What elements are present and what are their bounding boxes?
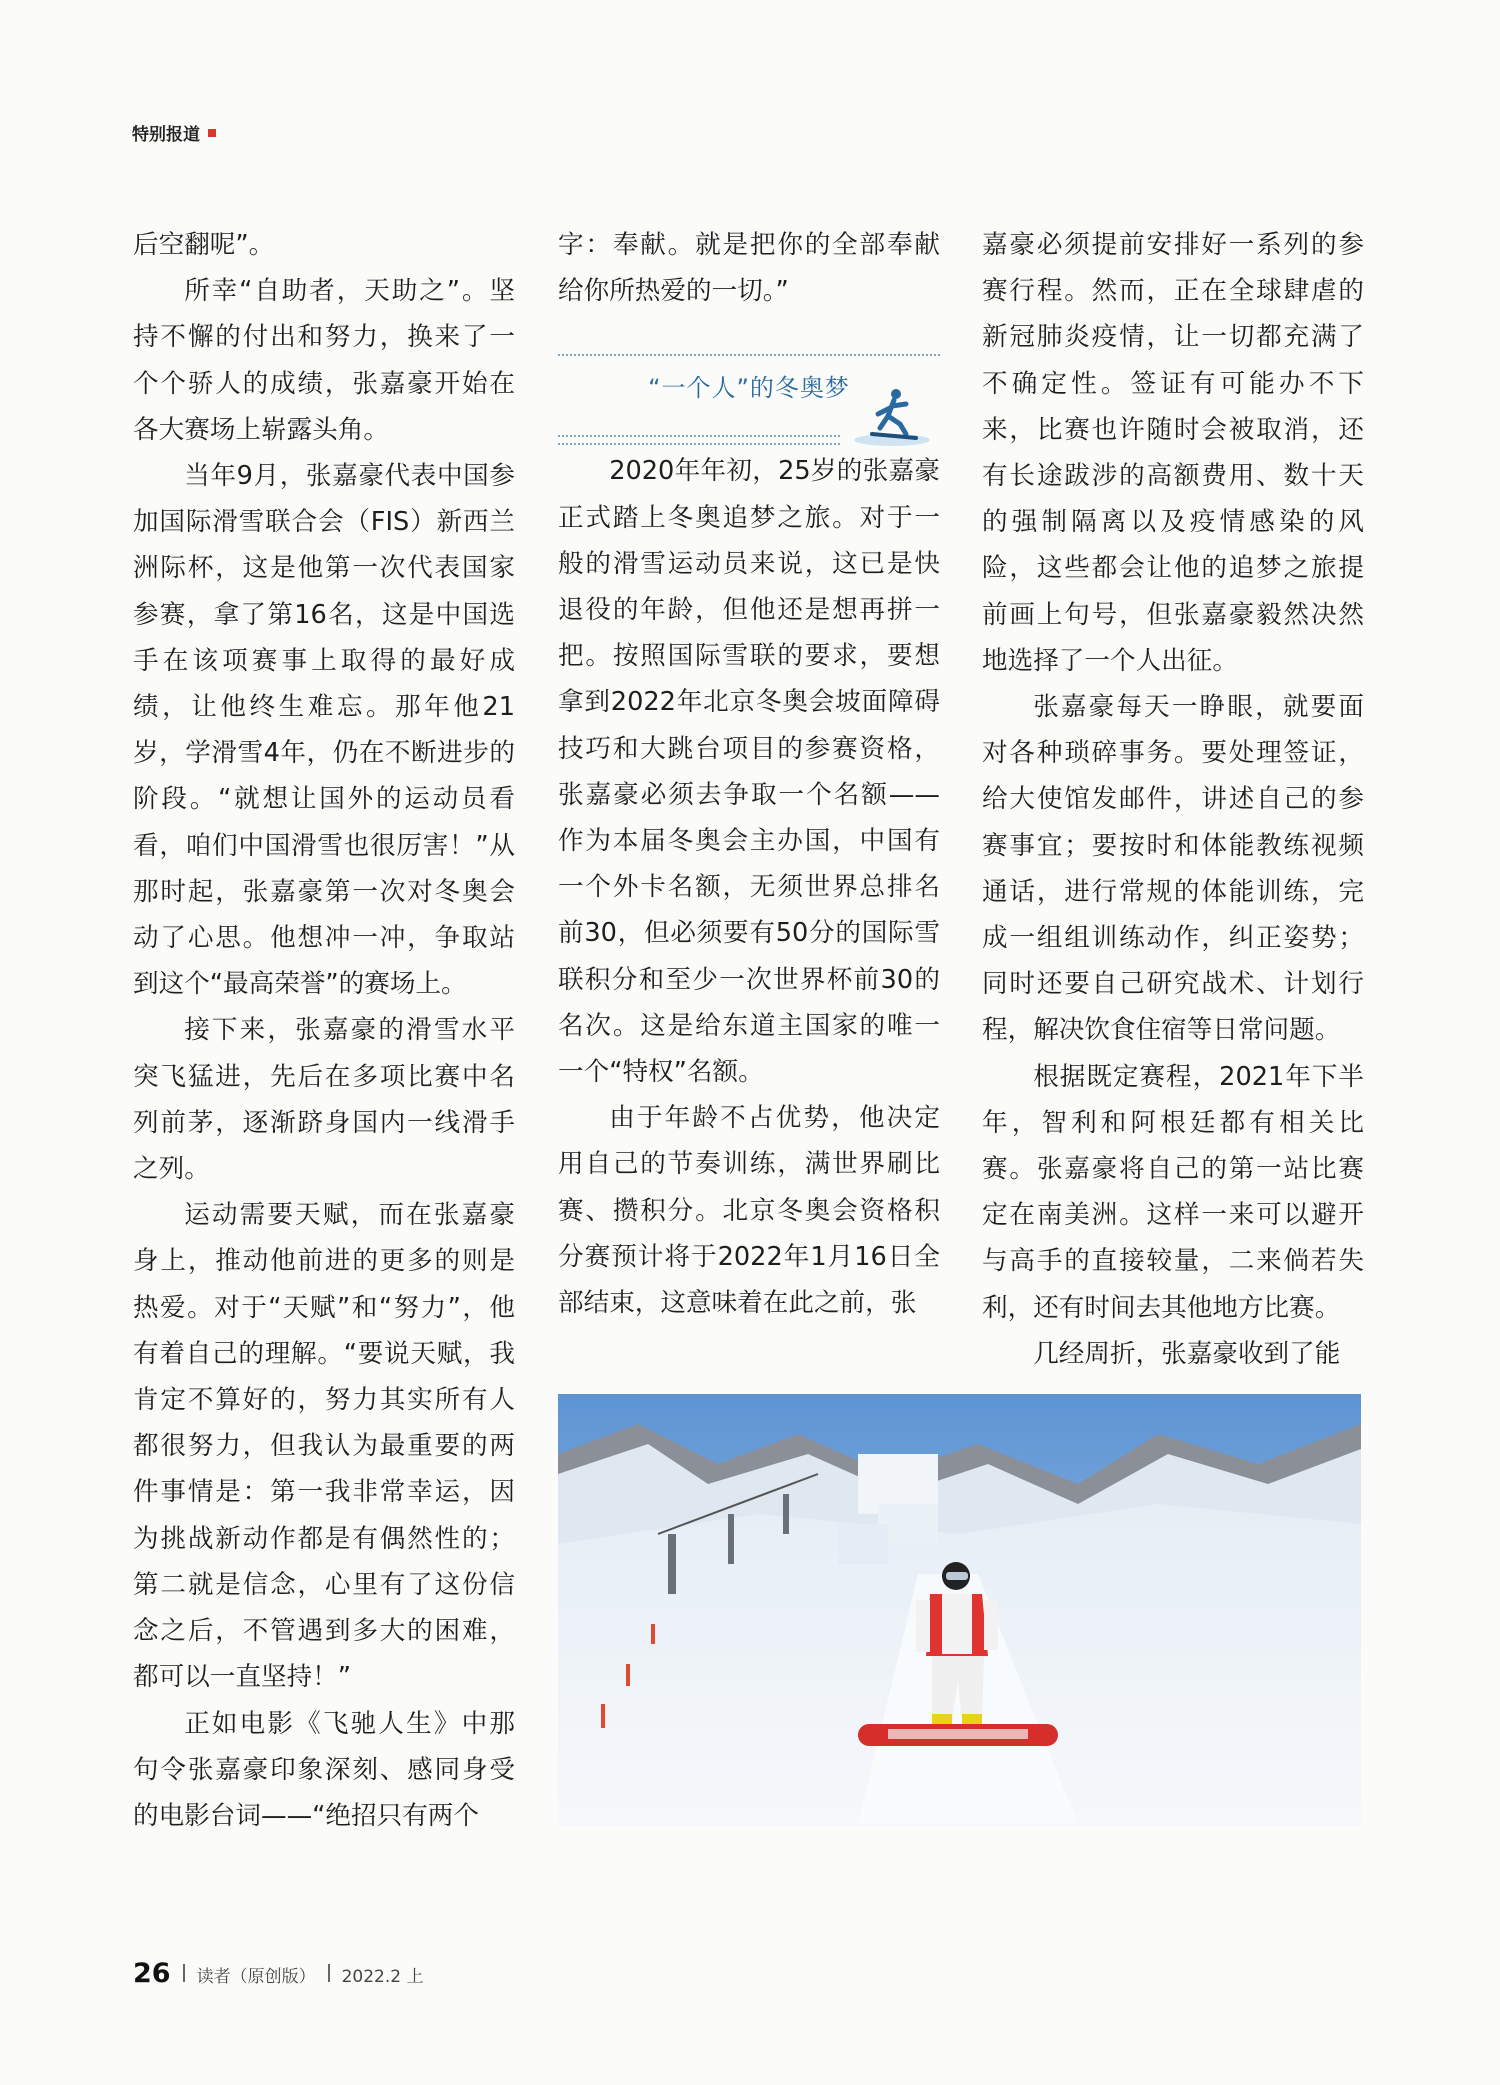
divider <box>558 443 840 445</box>
subheading-block <box>558 322 940 442</box>
snowboarder-photo <box>558 1394 1361 1826</box>
paragraph: 根据既定赛程，2021年下半年，智利和阿根廷都有相关比赛。张嘉豪将自己的第一站比赛定在南美洲。这样一来可以避开与高手的直接较量，二来倘若失利，还有时间去其他地方比赛。 <box>982 1061 1364 1323</box>
paragraph: 几经周折，张嘉豪收到了能 <box>1033 1338 1341 1369</box>
paragraph: 运动需要天赋，而在张嘉豪身上，推动他前进的更多的则是热爱。对于“天赋”和“努力”，他有着自己的理解。“要说天赋，我肯定不算好的，努力其实所有人都很努力，但我认为最重要的两件事情是：第一我非常幸运，因为挑战新动作都是有偶然性的；第二就是信念，心里有了这份信念之后，不管遇到多大的困难，都可以一直坚持！” <box>133 1200 515 1693</box>
divider <box>558 354 940 356</box>
paragraph: 嘉豪必须提前安排好一系列的参赛行程。然而，正在全球肆虐的新冠肺炎疫情，让一切都充满了不确定性。签证有可能办不下来，比赛也许随时会被取消，还有长途跋涉的高额费用、数十天的强制隔离以及疫情感染的风险，这些都会让他的追梦之旅提前画上句号，但张嘉豪毅然决然地选择了一个人出征。 <box>982 230 1364 676</box>
magazine-name: 读者（原创版） <box>196 1967 316 1987</box>
paragraph: 2020年年初，25岁的张嘉豪正式踏上冬奥追梦之旅。对于一般的滑雪运动员来说，这已是快退役的年龄，但他还是想再拼一把。按照国际雪联的要求，要想拿到2022年北京冬奥会坡面障碍技巧和大跳台项目的参赛资格，张嘉豪必须去争取一个名额—— 作为本届冬奥会主办国，中国有一个外卡名额，无须世界总排名前30，但必须要有50分的国际雪联积分和至少一次世界杯前30的名次。这是给东道主国家的唯一一个“特权”名额。 <box>558 456 940 1088</box>
section-tag <box>132 120 216 145</box>
divider <box>558 435 840 437</box>
snowboarder-icon <box>850 384 932 446</box>
paragraph: 当年9月，张嘉豪代表中国参加国际滑雪联合会（FIS）新西兰洲际杯，这是他第一次代表国家参赛，拿了第16名，这是中国选手在该项赛事上取得的最好成绩，让他终生难忘。那年他21岁，学滑雪4年，仍在不断进步的阶段。“就想让国外的运动员看看，咱们中国滑雪也很厉害！”从那时起，张嘉豪第一次对冬奥会动了心思。他想冲一冲，争取站到这个“最高荣誉”的赛场上。 <box>133 461 515 1000</box>
section-marker-icon <box>208 129 216 137</box>
subheading-title: “一个人”的冬奥梦 <box>648 374 850 403</box>
divider <box>183 1964 185 1982</box>
article-column-2 <box>558 222 940 1326</box>
section-label: 特别报道 <box>132 125 200 145</box>
page-number: 26 <box>133 1958 171 1989</box>
article-column-1 <box>133 222 515 1839</box>
paragraph: 正如电影《飞驰人生》中那句令张嘉豪印象深刻、感同身受的电影台词——“绝招只有两个 <box>133 1708 515 1831</box>
article-column-3 <box>982 222 1364 1377</box>
divider <box>328 1964 330 1982</box>
paragraph: 张嘉豪每天一睁眼，就要面对各种琐碎事务。要处理签证，给大使馆发邮件，讲述自己的参赛事宜；要按时和体能教练视频通话，进行常规的体能训练，完成一组组训练动作，纠正姿势；同时还要自己研究战术、计划行程，解决饮食住宿等日常问题。 <box>982 692 1364 1046</box>
paragraph: 所幸“自助者，天助之”。坚持不懈的付出和努力，换来了一个个骄人的成绩，张嘉豪开始在各大赛场上崭露头角。 <box>133 276 515 445</box>
page-footer <box>133 1958 423 1989</box>
paragraph: 由于年龄不占优势，他决定用自己的节奏训练，满世界刷比赛、攒积分。北京冬奥会资格积分赛预计将于2022年1月16日全部结束，这意味着在此之前，张 <box>558 1103 940 1319</box>
paragraph: 字：奉献。就是把你的全部奉献给你所热爱的一切。” <box>558 230 940 307</box>
paragraph: 接下来，张嘉豪的滑雪水平突飞猛进，先后在多项比赛中名列前茅，逐渐跻身国内一线滑手之列。 <box>133 1015 515 1185</box>
paragraph: 后空翻呢”。 <box>133 230 275 260</box>
issue-label: 2022.2 上 <box>341 1967 424 1987</box>
